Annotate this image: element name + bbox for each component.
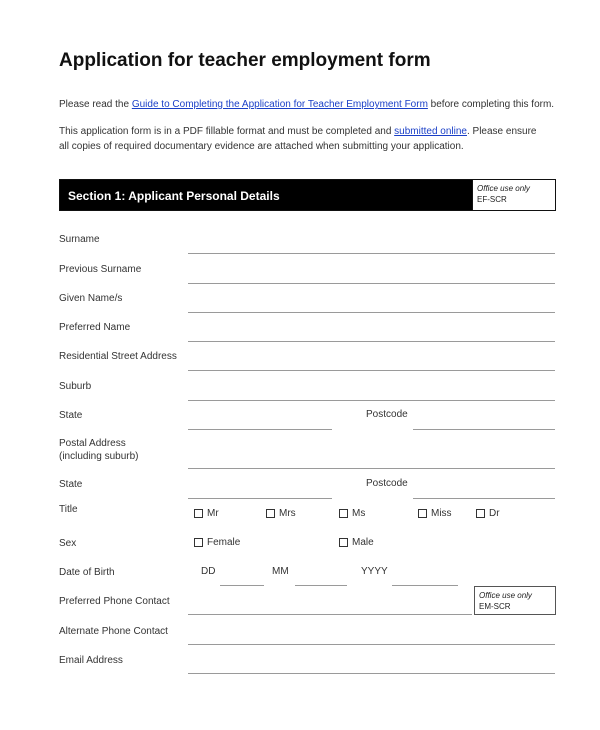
office-use-code-phone: EM-SCR xyxy=(479,602,511,611)
sex-male-checkbox[interactable] xyxy=(339,538,348,547)
alternate-phone-label: Alternate Phone Contact xyxy=(59,626,168,637)
submitted-online-link[interactable]: submitted online xyxy=(394,126,467,137)
postcode-field[interactable] xyxy=(413,429,555,430)
title-mrs-label: Mrs xyxy=(279,508,296,519)
guide-link[interactable]: Guide to Completing the Application for Teacher Employment Form xyxy=(131,99,428,110)
title-label: Title xyxy=(59,504,78,515)
previous-surname-field[interactable] xyxy=(188,283,555,284)
email-label: Email Address xyxy=(59,655,123,666)
office-use-box xyxy=(472,179,556,211)
state-field[interactable] xyxy=(188,429,332,430)
title-miss-label: Miss xyxy=(431,508,452,519)
dob-label: Date of Birth xyxy=(59,567,115,578)
sex-male-label: Male xyxy=(352,537,374,548)
dob-year-field[interactable] xyxy=(392,585,458,586)
title-mr-label: Mr xyxy=(207,508,219,519)
title-mr-checkbox[interactable] xyxy=(194,509,203,518)
surname-field[interactable] xyxy=(188,253,555,254)
dob-year-label: YYYY xyxy=(361,566,388,577)
dob-month-field[interactable] xyxy=(295,585,347,586)
title-mrs-checkbox[interactable] xyxy=(266,509,275,518)
intro-paragraph-1 xyxy=(59,97,559,112)
title-ms-checkbox[interactable] xyxy=(339,509,348,518)
title-dr-label: Dr xyxy=(489,508,500,519)
intro-text: This application form is in a PDF fillable format and must be completed and xyxy=(59,126,395,137)
sex-female-label: Female xyxy=(207,537,241,548)
suburb-field[interactable] xyxy=(188,400,555,401)
residential-street-field[interactable] xyxy=(188,370,555,371)
postal-address-field[interactable] xyxy=(188,468,555,469)
intro-paragraph-2 xyxy=(59,124,549,154)
title-dr-checkbox[interactable] xyxy=(476,509,485,518)
title-ms-label: Ms xyxy=(352,508,366,519)
sex-female-checkbox[interactable] xyxy=(194,538,203,547)
office-use-box-phone xyxy=(474,586,556,615)
intro-text: . Please ensure all copies of required documentary evidence are attached when submitting your application. xyxy=(59,126,537,152)
section-title: Section 1: Applicant Personal Details xyxy=(68,189,280,203)
preferred-phone-field[interactable] xyxy=(188,614,472,615)
email-field[interactable] xyxy=(188,673,555,674)
sex-label: Sex xyxy=(59,538,77,549)
office-use-label-phone: Office use only xyxy=(479,591,532,600)
state-label: State xyxy=(59,410,83,421)
dob-day-label: DD xyxy=(201,566,216,577)
preferred-name-label: Preferred Name xyxy=(59,322,131,333)
alternate-phone-field[interactable] xyxy=(188,644,555,645)
given-names-field[interactable] xyxy=(188,312,555,313)
previous-surname-label: Previous Surname xyxy=(59,264,142,275)
office-use-code: EF-SCR xyxy=(477,195,507,204)
postal-state-field[interactable] xyxy=(188,498,332,499)
postal-postcode-label: Postcode xyxy=(366,478,408,489)
preferred-name-field[interactable] xyxy=(188,341,555,342)
intro-text: before completing this form. xyxy=(427,99,555,110)
intro-text: Please read the xyxy=(59,99,132,110)
office-use-label: Office use only xyxy=(477,184,530,193)
suburb-label: Suburb xyxy=(59,381,92,392)
residential-street-label: Residential Street Address xyxy=(59,351,177,362)
postal-state-label: State xyxy=(59,479,83,490)
given-names-label: Given Name/s xyxy=(59,293,123,304)
dob-day-field[interactable] xyxy=(220,585,264,586)
dob-month-label: MM xyxy=(272,566,289,577)
page-title: Application for teacher employment form xyxy=(59,50,431,71)
postal-address-label: Postal Address xyxy=(59,438,126,449)
postcode-label: Postcode xyxy=(366,409,408,420)
surname-label: Surname xyxy=(59,234,100,245)
postal-postcode-field[interactable] xyxy=(413,498,555,499)
preferred-phone-label: Preferred Phone Contact xyxy=(59,596,170,607)
postal-address-sublabel: (including suburb) xyxy=(59,451,139,462)
section-header xyxy=(59,179,556,211)
title-miss-checkbox[interactable] xyxy=(418,509,427,518)
